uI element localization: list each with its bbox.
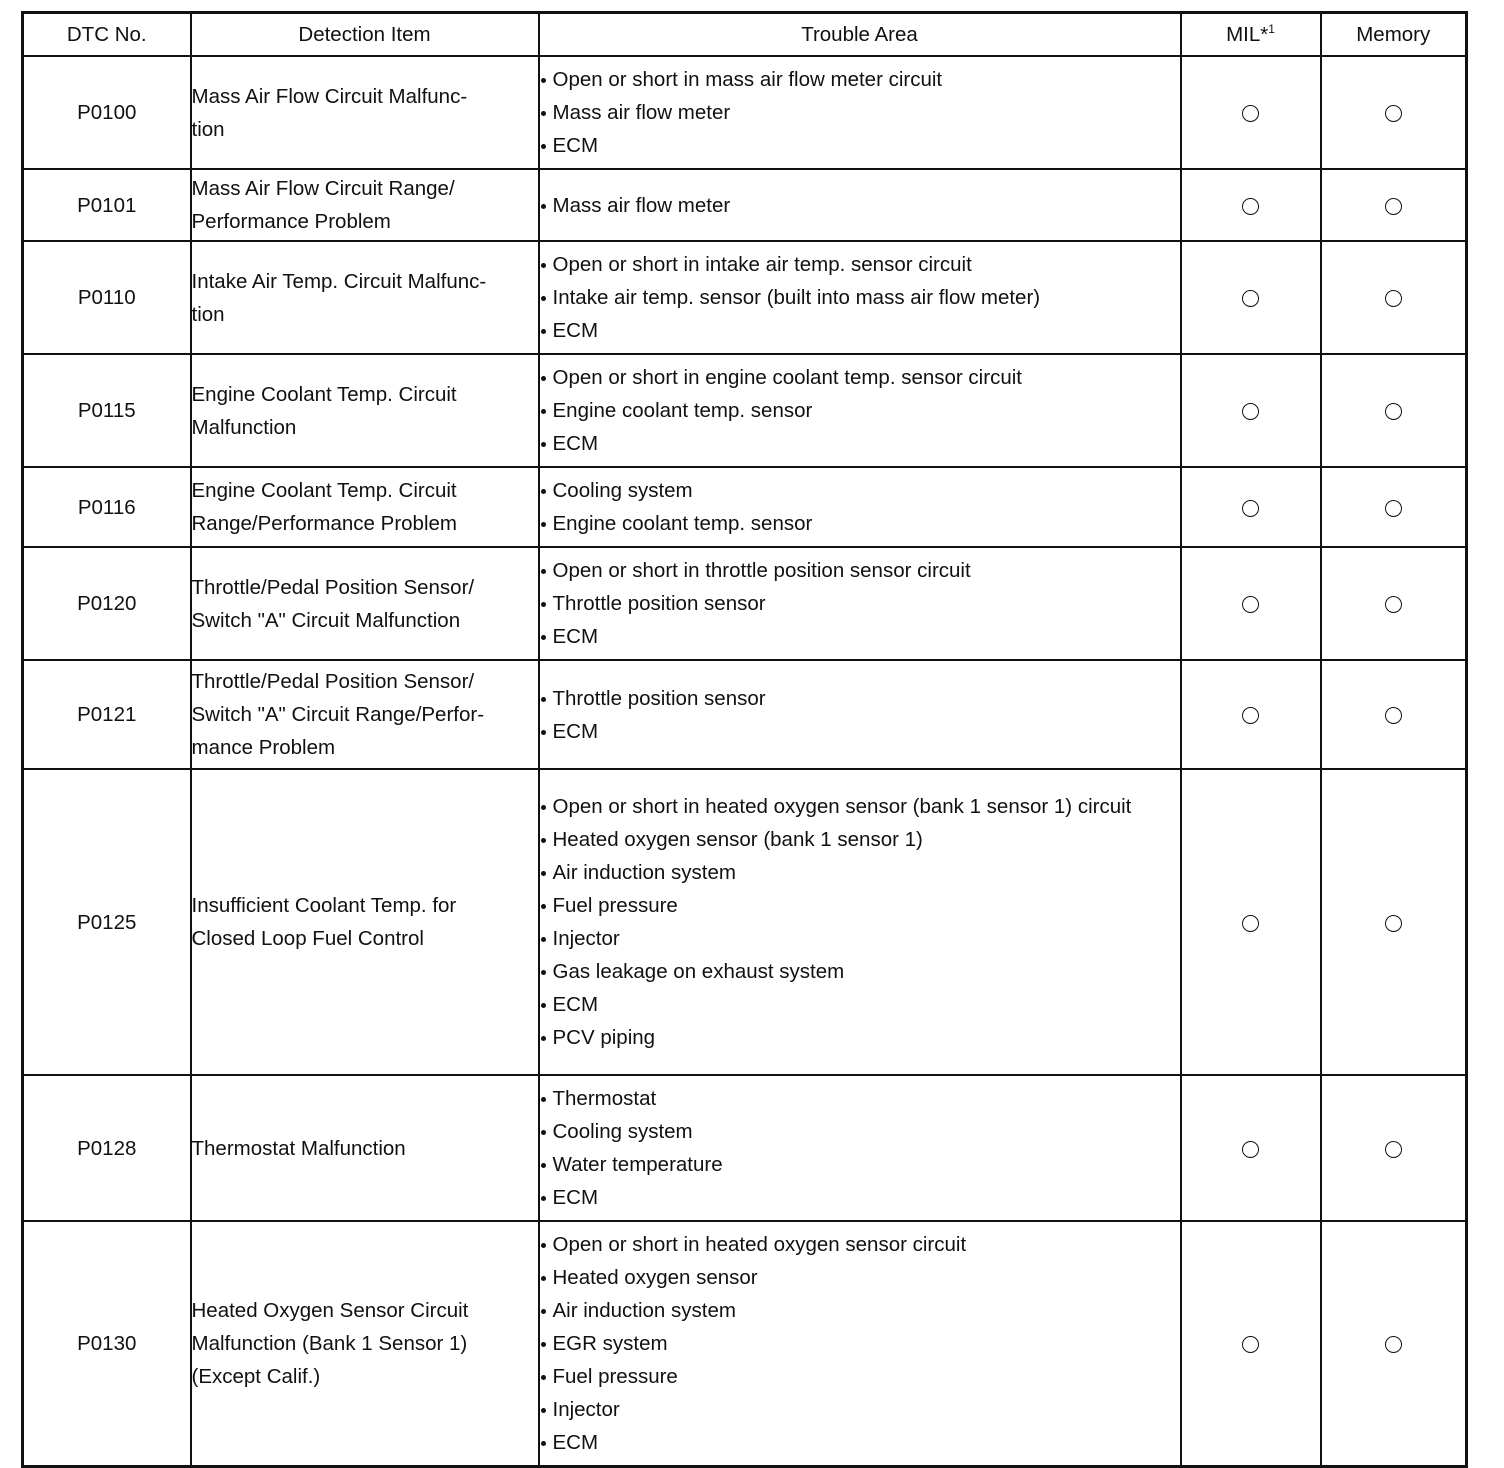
trouble-item: ECM bbox=[540, 715, 1180, 748]
trouble-item: Throttle position sensor bbox=[540, 682, 1180, 715]
trouble-list bbox=[540, 1082, 1180, 1214]
mil-circle-icon bbox=[1242, 198, 1259, 215]
table-row bbox=[23, 169, 1467, 241]
header-dtc: DTC No. bbox=[23, 13, 191, 57]
mil-circle-icon bbox=[1242, 105, 1259, 122]
header-row bbox=[23, 13, 1467, 57]
trouble-list bbox=[540, 1228, 1180, 1459]
memory-cell bbox=[1321, 547, 1467, 660]
header-mil-footnote: 1 bbox=[1268, 22, 1275, 37]
trouble-item: Fuel pressure bbox=[540, 889, 1180, 922]
dtc-table bbox=[21, 11, 1468, 1468]
trouble-item: Gas leakage on exhaust system bbox=[540, 955, 1180, 988]
memory-cell bbox=[1321, 660, 1467, 769]
header-mil-label: MIL* bbox=[1226, 23, 1269, 46]
memory-circle-icon bbox=[1385, 1336, 1402, 1353]
detection-item: Intake Air Temp. Circuit Malfunc- tion bbox=[191, 241, 539, 354]
trouble-item: Mass air flow meter bbox=[540, 189, 1180, 222]
dtc-code: P0121 bbox=[23, 660, 191, 769]
dtc-code: P0100 bbox=[23, 56, 191, 169]
trouble-area bbox=[539, 547, 1181, 660]
detection-item: Thermostat Malfunction bbox=[191, 1075, 539, 1221]
dtc-code: P0130 bbox=[23, 1221, 191, 1467]
table-row bbox=[23, 467, 1467, 547]
trouble-item: ECM bbox=[540, 129, 1180, 162]
memory-circle-icon bbox=[1385, 290, 1402, 307]
table-row bbox=[23, 1221, 1467, 1467]
memory-circle-icon bbox=[1385, 596, 1402, 613]
memory-circle-icon bbox=[1385, 105, 1402, 122]
memory-cell bbox=[1321, 1221, 1467, 1467]
dtc-code: P0116 bbox=[23, 467, 191, 547]
mil-circle-icon bbox=[1242, 500, 1259, 517]
trouble-item: Open or short in intake air temp. sensor circuit bbox=[540, 248, 1180, 281]
trouble-item: Air induction system bbox=[540, 856, 1180, 889]
detection-item: Throttle/Pedal Position Sensor/ Switch "A" Circuit Range/Perfor- mance Problem bbox=[191, 660, 539, 769]
memory-circle-icon bbox=[1385, 198, 1402, 215]
trouble-area bbox=[539, 1221, 1181, 1467]
dtc-code: P0128 bbox=[23, 1075, 191, 1221]
header-memory: Memory bbox=[1321, 13, 1467, 57]
mil-cell bbox=[1181, 660, 1321, 769]
memory-circle-icon bbox=[1385, 707, 1402, 724]
memory-cell bbox=[1321, 769, 1467, 1075]
trouble-area bbox=[539, 1075, 1181, 1221]
trouble-item: Engine coolant temp. sensor bbox=[540, 394, 1180, 427]
trouble-item: ECM bbox=[540, 988, 1180, 1021]
memory-circle-icon bbox=[1385, 403, 1402, 420]
detection-item: Insufficient Coolant Temp. for Closed Loop Fuel Control bbox=[191, 769, 539, 1075]
table-row bbox=[23, 241, 1467, 354]
dtc-code: P0101 bbox=[23, 169, 191, 241]
detection-item: Engine Coolant Temp. Circuit Range/Performance Problem bbox=[191, 467, 539, 547]
trouble-item: ECM bbox=[540, 1426, 1180, 1459]
memory-cell bbox=[1321, 169, 1467, 241]
memory-cell bbox=[1321, 56, 1467, 169]
trouble-item: PCV piping bbox=[540, 1021, 1180, 1054]
trouble-area bbox=[539, 169, 1181, 241]
memory-cell bbox=[1321, 1075, 1467, 1221]
trouble-item: Mass air flow meter bbox=[540, 96, 1180, 129]
memory-circle-icon bbox=[1385, 915, 1402, 932]
dtc-code: P0110 bbox=[23, 241, 191, 354]
dtc-code: P0115 bbox=[23, 354, 191, 467]
memory-cell bbox=[1321, 467, 1467, 547]
memory-circle-icon bbox=[1385, 500, 1402, 517]
detection-item: Throttle/Pedal Position Sensor/ Switch "A" Circuit Malfunction bbox=[191, 547, 539, 660]
trouble-list bbox=[540, 361, 1180, 460]
header-detection: Detection Item bbox=[191, 13, 539, 57]
trouble-list bbox=[540, 554, 1180, 653]
memory-cell bbox=[1321, 354, 1467, 467]
trouble-item: ECM bbox=[540, 620, 1180, 653]
mil-cell bbox=[1181, 769, 1321, 1075]
detection-item: Mass Air Flow Circuit Malfunc- tion bbox=[191, 56, 539, 169]
trouble-item: Intake air temp. sensor (built into mass air flow meter) bbox=[540, 281, 1180, 314]
mil-cell bbox=[1181, 56, 1321, 169]
trouble-item: Open or short in engine coolant temp. sensor circuit bbox=[540, 361, 1180, 394]
trouble-area bbox=[539, 467, 1181, 547]
trouble-list bbox=[540, 189, 1180, 222]
table-row bbox=[23, 56, 1467, 169]
trouble-item: Heated oxygen sensor (bank 1 sensor 1) bbox=[540, 823, 1180, 856]
trouble-item: Open or short in throttle position sensor circuit bbox=[540, 554, 1180, 587]
trouble-list bbox=[540, 790, 1180, 1054]
trouble-list bbox=[540, 474, 1180, 540]
table-row bbox=[23, 660, 1467, 769]
mil-circle-icon bbox=[1242, 1141, 1259, 1158]
trouble-item: Open or short in heated oxygen sensor circuit bbox=[540, 1228, 1180, 1261]
trouble-item: Throttle position sensor bbox=[540, 587, 1180, 620]
trouble-item: Engine coolant temp. sensor bbox=[540, 507, 1180, 540]
mil-circle-icon bbox=[1242, 915, 1259, 932]
mil-circle-icon bbox=[1242, 596, 1259, 613]
detection-item: Heated Oxygen Sensor Circuit Malfunction (Bank 1 Sensor 1) (Except Calif.) bbox=[191, 1221, 539, 1467]
mil-cell bbox=[1181, 547, 1321, 660]
trouble-list bbox=[540, 682, 1180, 748]
trouble-area bbox=[539, 56, 1181, 169]
mil-cell bbox=[1181, 467, 1321, 547]
trouble-item: Injector bbox=[540, 922, 1180, 955]
trouble-item: Injector bbox=[540, 1393, 1180, 1426]
mil-cell bbox=[1181, 354, 1321, 467]
header-trouble: Trouble Area bbox=[539, 13, 1181, 57]
memory-cell bbox=[1321, 241, 1467, 354]
mil-cell bbox=[1181, 1075, 1321, 1221]
trouble-item: Cooling system bbox=[540, 1115, 1180, 1148]
trouble-area bbox=[539, 660, 1181, 769]
trouble-item: Open or short in mass air flow meter circuit bbox=[540, 63, 1180, 96]
table-row bbox=[23, 1075, 1467, 1221]
trouble-item: Air induction system bbox=[540, 1294, 1180, 1327]
mil-cell bbox=[1181, 1221, 1321, 1467]
trouble-item: Open or short in heated oxygen sensor (bank 1 sensor 1) circuit bbox=[540, 790, 1180, 823]
trouble-item: Heated oxygen sensor bbox=[540, 1261, 1180, 1294]
trouble-item: ECM bbox=[540, 1181, 1180, 1214]
trouble-item: Cooling system bbox=[540, 474, 1180, 507]
trouble-area bbox=[539, 354, 1181, 467]
table-row bbox=[23, 547, 1467, 660]
trouble-area bbox=[539, 241, 1181, 354]
mil-circle-icon bbox=[1242, 403, 1259, 420]
trouble-item: EGR system bbox=[540, 1327, 1180, 1360]
trouble-item: Thermostat bbox=[540, 1082, 1180, 1115]
detection-item: Mass Air Flow Circuit Range/ Performance Problem bbox=[191, 169, 539, 241]
trouble-area bbox=[539, 769, 1181, 1075]
trouble-list bbox=[540, 63, 1180, 162]
trouble-item: Fuel pressure bbox=[540, 1360, 1180, 1393]
mil-circle-icon bbox=[1242, 290, 1259, 307]
header-mil bbox=[1181, 13, 1321, 57]
trouble-item: ECM bbox=[540, 427, 1180, 460]
mil-circle-icon bbox=[1242, 707, 1259, 724]
trouble-item: Water temperature bbox=[540, 1148, 1180, 1181]
mil-cell bbox=[1181, 241, 1321, 354]
table-row bbox=[23, 354, 1467, 467]
mil-circle-icon bbox=[1242, 1336, 1259, 1353]
dtc-code: P0125 bbox=[23, 769, 191, 1075]
dtc-code: P0120 bbox=[23, 547, 191, 660]
trouble-list bbox=[540, 248, 1180, 347]
detection-item: Engine Coolant Temp. Circuit Malfunction bbox=[191, 354, 539, 467]
mil-cell bbox=[1181, 169, 1321, 241]
memory-circle-icon bbox=[1385, 1141, 1402, 1158]
trouble-item: ECM bbox=[540, 314, 1180, 347]
table-row bbox=[23, 769, 1467, 1075]
